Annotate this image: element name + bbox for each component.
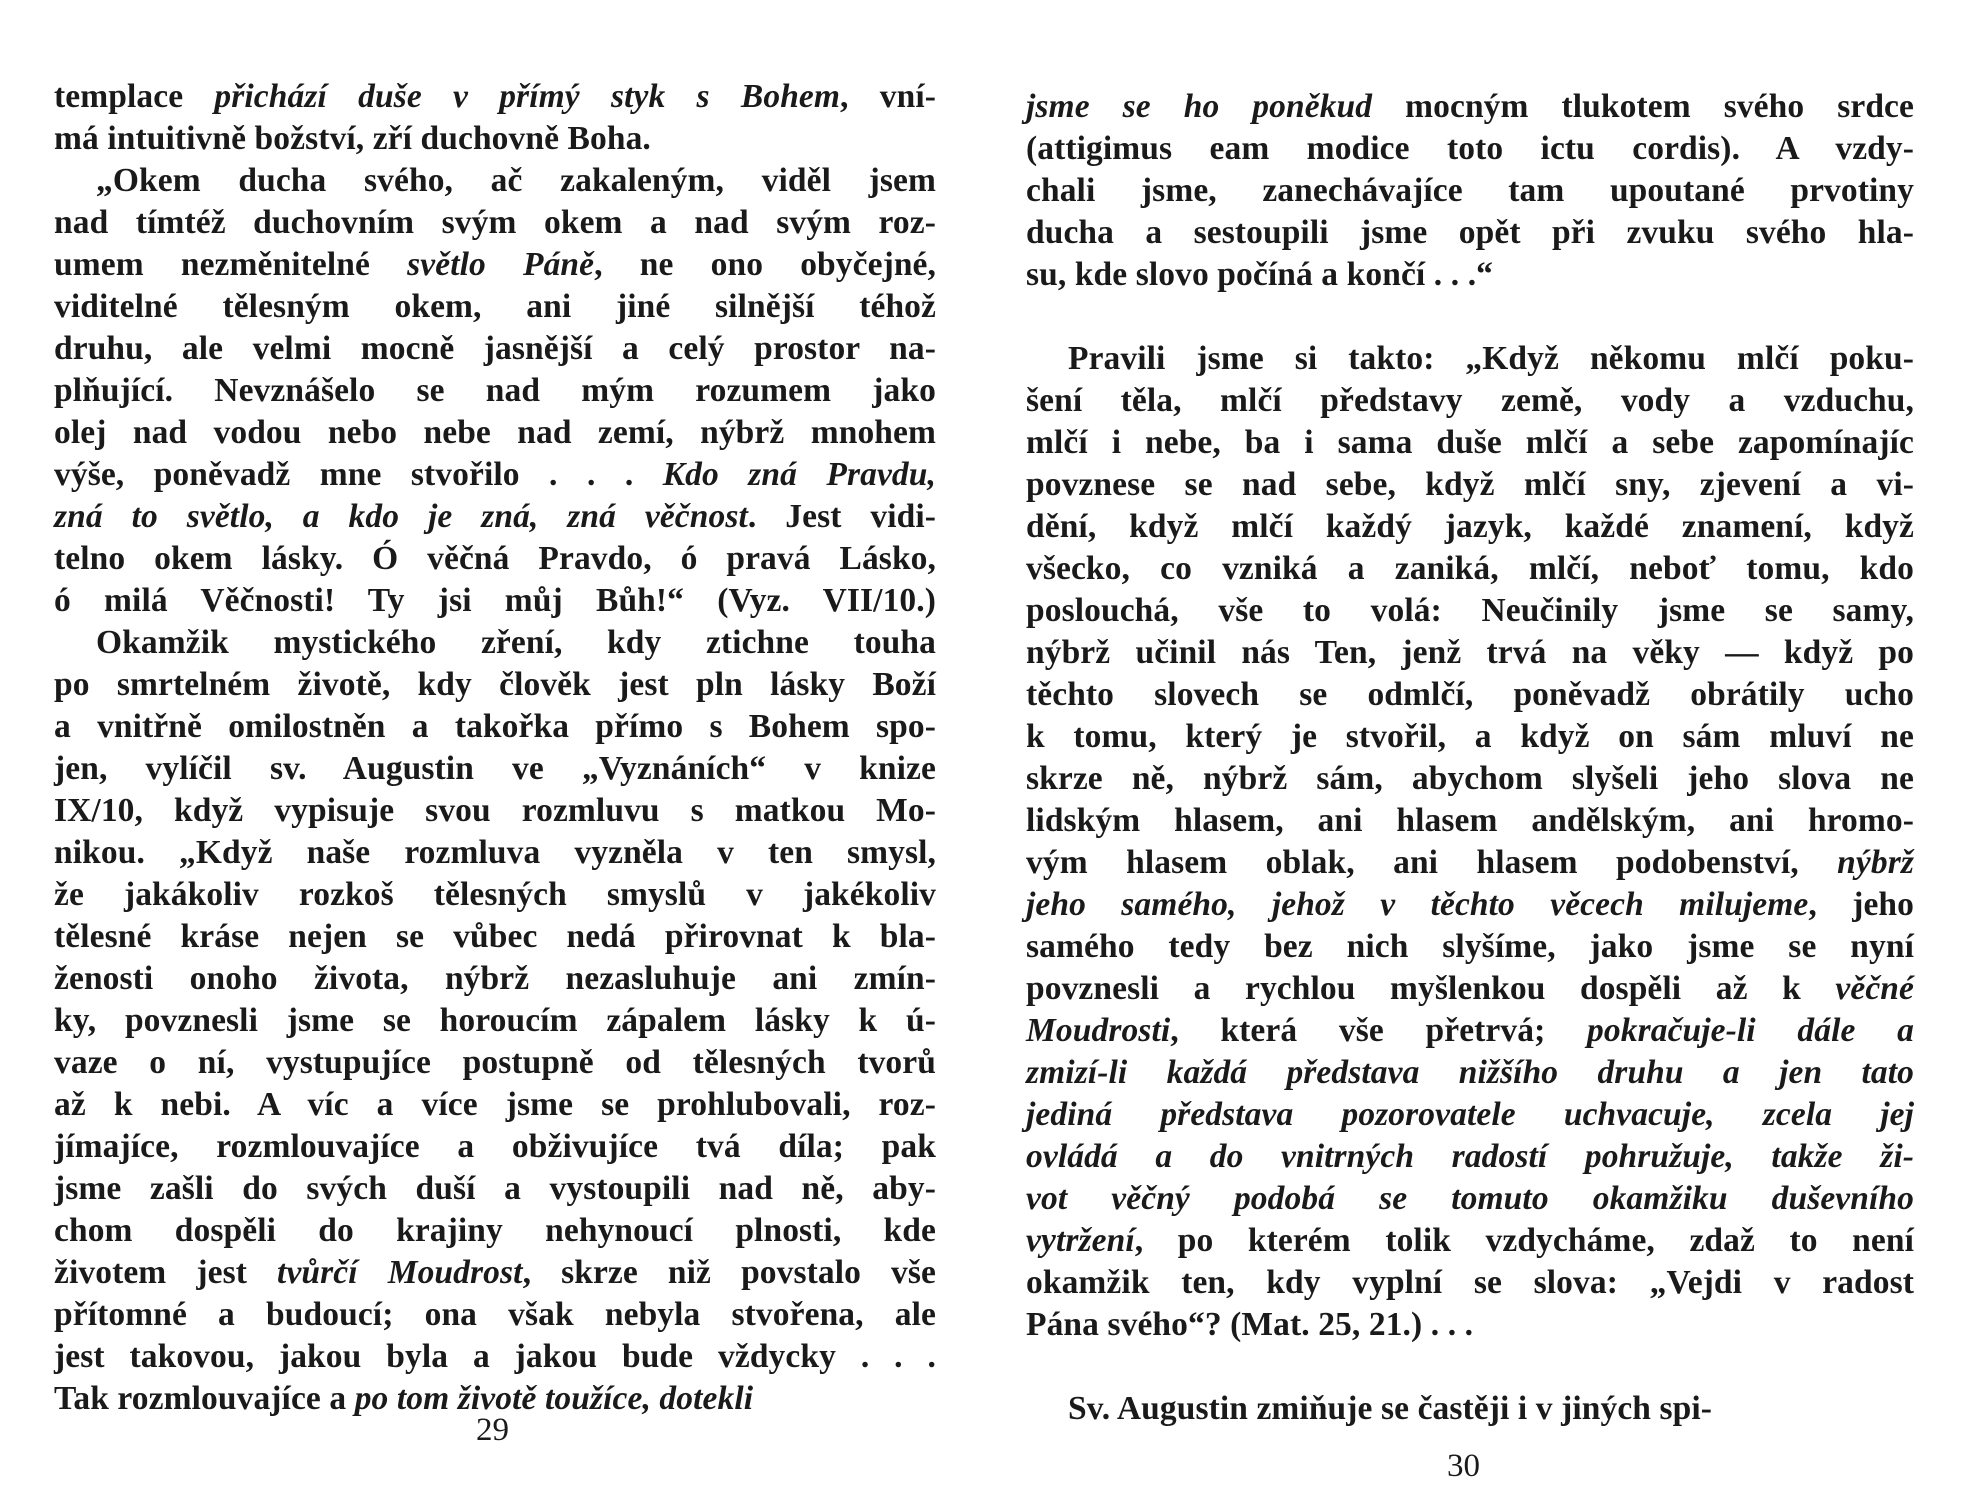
text-run: jímajíce, rozmlouvajíce a obživujíce tvá díla; pak	[54, 1128, 936, 1165]
text-line	[1026, 128, 1914, 170]
text-line	[1026, 800, 1914, 842]
text-line	[54, 874, 936, 916]
text-line	[1026, 464, 1914, 506]
text-run: tělesné kráse nejen se vůbec nedá přirovnat k bla-	[54, 918, 936, 955]
text-run: umem nezměnitelné	[54, 246, 408, 283]
text-line	[1026, 1094, 1914, 1136]
text-line	[1026, 170, 1914, 212]
italic-run: zná to světlo, a kdo je zná, zná věčnost	[54, 498, 748, 535]
text-line	[54, 160, 936, 202]
text-line	[1026, 1220, 1914, 1262]
italic-run: přichází duše v přímý styk s Bohem	[214, 78, 841, 115]
text-run: výše, poněvadž mne stvořilo . . .	[54, 456, 663, 493]
italic-run: Kdo zná Pravdu,	[662, 456, 936, 493]
text-line	[54, 706, 936, 748]
italic-run: Moudrosti	[1026, 1012, 1171, 1049]
text-run: Pána svého“? (Mat. 25, 21.) . . .	[1026, 1306, 1474, 1343]
text-run: mlčí i nebe, ba i sama duše mlčí a sebe zapomínajíc	[1026, 424, 1914, 461]
text-run: jest takovou, jakou byla a jakou bude vždycky . . .	[54, 1338, 936, 1375]
text-line	[1026, 86, 1914, 128]
text-run: viditelné tělesným okem, ani jiné silnější téhož	[54, 288, 936, 325]
text-run: olej nad vodou nebo nebe nad zemí, nýbrž mnohem	[54, 414, 936, 451]
text-line	[1026, 1052, 1914, 1094]
text-run: vaze o ní, vystupujíce postupně od tělesných tvorů	[54, 1044, 936, 1081]
text-run: skrze ně, nýbrž sám, abychom slyšeli jeho slova ne	[1026, 760, 1914, 797]
paragraph-gap	[1026, 1346, 1914, 1388]
text-line	[54, 1042, 936, 1084]
left-page-text	[54, 76, 936, 1420]
text-run: lidským hlasem, ani hlasem andělským, ani hromo-	[1026, 802, 1914, 839]
text-run: ó milá Věčnosti! Ty jsi můj Bůh!“ (Vyz. VII/10.)	[54, 582, 936, 619]
text-run: su, kde slovo počíná a končí . . .“	[1026, 256, 1494, 293]
right-page-text	[1026, 86, 1914, 1430]
italic-run: jeho samého, jehož v těchto věcech milujeme	[1026, 886, 1809, 923]
text-run: chali jsme, zanechávajíce tam upoutané prvotiny	[1026, 172, 1914, 209]
italic-run: vot věčný podobá se tomuto okamžiku duševního	[1026, 1180, 1914, 1217]
text-line	[54, 622, 936, 664]
text-line	[54, 76, 936, 118]
text-run: těchto slovech se odmlčí, poněvadž obrátily ucho	[1026, 676, 1914, 713]
paragraph-gap	[1026, 296, 1914, 338]
italic-run: věčné	[1835, 970, 1914, 1007]
text-line	[1026, 1388, 1914, 1430]
text-run: nýbrž učinil nás Ten, jenž trvá na věky — když po	[1026, 634, 1914, 671]
text-run: IX/10, když vypisuje svou rozmluvu s matkou Mo-	[54, 792, 936, 829]
text-line	[1026, 338, 1914, 380]
text-run: Tak rozmlouvajíce a	[54, 1380, 355, 1417]
text-line	[54, 1252, 936, 1294]
italic-run: jsme se ho poněkud	[1026, 88, 1373, 125]
text-line	[1026, 632, 1914, 674]
text-line	[54, 244, 936, 286]
right-page-number: 30	[1447, 1448, 1480, 1484]
text-run: dění, když mlčí každý jazyk, každé znamení, když	[1026, 508, 1914, 545]
italic-run: tvůrčí Moudrost	[277, 1254, 523, 1291]
text-run: druhu, ale velmi mocně jasnější a celý prostor na-	[54, 330, 936, 367]
text-line	[1026, 968, 1914, 1010]
text-run: povznese se nad sebe, když mlčí sny, zjevení a vi-	[1026, 466, 1914, 503]
text-run: Sv. Augustin zmiňuje se častěji i v jiných spi-	[1068, 1390, 1713, 1427]
text-line	[1026, 926, 1914, 968]
italic-run: světlo Páně	[407, 246, 595, 283]
text-run: templace	[54, 78, 215, 115]
text-line	[54, 580, 936, 622]
text-run: samého tedy bez nich slyšíme, jako jsme se nyní	[1026, 928, 1914, 965]
text-line	[54, 1126, 936, 1168]
right-page	[981, 0, 1962, 1500]
text-run: , jeho	[1808, 886, 1914, 923]
text-line	[54, 412, 936, 454]
text-line	[1026, 884, 1914, 926]
text-line	[54, 454, 936, 496]
text-line	[54, 664, 936, 706]
italic-run: vytržení	[1026, 1222, 1135, 1259]
text-line	[54, 118, 936, 160]
text-run: ducha a sestoupili jsme opět při zvuku svého hla-	[1026, 214, 1914, 251]
text-run: přítomné a budoucí; ona však nebyla stvořena, ale	[54, 1296, 936, 1333]
text-line	[1026, 716, 1914, 758]
text-line	[1026, 758, 1914, 800]
text-line	[54, 202, 936, 244]
text-run: k tomu, který je stvořil, a když on sám mluví ne	[1026, 718, 1914, 755]
text-line	[1026, 212, 1914, 254]
text-line	[1026, 1262, 1914, 1304]
text-run: životem jest	[54, 1254, 278, 1291]
text-run: šení těla, mlčí představy země, vody a vzduchu,	[1026, 382, 1914, 419]
text-run: nikou. „Když naše rozmluva vyzněla v ten smysl,	[54, 834, 936, 871]
italic-run: po tom životě toužíce, dotekli	[354, 1380, 754, 1417]
text-run: . Jest vidi-	[747, 498, 936, 535]
italic-run: pokračuje-li dále a	[1587, 1012, 1914, 1049]
text-line	[1026, 674, 1914, 716]
text-line	[54, 832, 936, 874]
text-line	[54, 286, 936, 328]
text-run: chom dospěli do krajiny nehynoucí plnosti, kde	[54, 1212, 936, 1249]
left-page-number: 29	[476, 1412, 509, 1448]
text-line	[54, 496, 936, 538]
text-line	[1026, 1010, 1914, 1052]
text-run: , vní-	[840, 78, 936, 115]
text-run: telno okem lásky. Ó věčná Pravdo, ó pravá Lásko,	[54, 540, 936, 577]
text-line	[54, 328, 936, 370]
text-run: ky, povznesli jsme se horoucím zápalem lásky k ú-	[54, 1002, 936, 1039]
text-line	[54, 1000, 936, 1042]
text-line	[54, 370, 936, 412]
text-run: jsme zašli do svých duší a vystoupili nad ně, aby-	[54, 1170, 936, 1207]
text-line	[54, 958, 936, 1000]
text-line	[54, 790, 936, 832]
text-run: nad tímtéž duchovním svým okem a nad svým roz-	[54, 204, 936, 241]
text-run: všecko, co vzniká a zaniká, mlčí, neboť tomu, kdo	[1026, 550, 1914, 587]
text-line	[54, 748, 936, 790]
text-run: po smrtelném životě, kdy člověk jest pln lásky Boží	[54, 666, 936, 703]
text-run: povznesli a rychlou myšlenkou dospěli až k	[1026, 970, 1836, 1007]
text-run: , která vše přetrvá;	[1170, 1012, 1588, 1049]
text-line	[1026, 422, 1914, 464]
text-line	[54, 1336, 936, 1378]
italic-run: jediná představa pozorovatele uchvacuje, zcela jej	[1026, 1096, 1914, 1133]
text-run: „Okem ducha svého, ač zakaleným, viděl jsem	[96, 162, 936, 199]
text-line	[54, 916, 936, 958]
text-line	[1026, 1304, 1914, 1346]
text-run: vým hlasem oblak, ani hlasem podobenství,	[1026, 844, 1838, 881]
text-run: že jakákoliv rozkoš tělesných smyslů v jakékoliv	[54, 876, 936, 913]
text-run: , po kterém tolik vzdycháme, zdaž to není	[1134, 1222, 1914, 1259]
text-run: Okamžik mystického zření, kdy ztichne touha	[96, 624, 936, 661]
text-run: , ne ono obyčejné,	[594, 246, 936, 283]
text-run: má intuitivně božství, zří duchovně Boha.	[54, 120, 651, 157]
text-line	[54, 1294, 936, 1336]
text-run: okamžik ten, kdy vyplní se slova: „Vejdi v radost	[1026, 1264, 1914, 1301]
text-run: jen, vylíčil sv. Augustin ve „Vyznáních“ v knize	[54, 750, 936, 787]
text-run: a vnitřně omilostněn a takořka přímo s Bohem spo-	[54, 708, 936, 745]
text-run: až k nebi. A víc a více jsme se prohlubovali, roz-	[54, 1086, 936, 1123]
text-line	[1026, 842, 1914, 884]
text-line	[54, 1210, 936, 1252]
italic-run: nýbrž	[1837, 844, 1914, 881]
text-run: poslouchá, vše to volá: Neučinily jsme se samy,	[1026, 592, 1914, 629]
italic-run: ovládá a do vnitrných radostí pohružuje, takže ži-	[1026, 1138, 1914, 1175]
text-line	[1026, 254, 1914, 296]
text-line	[1026, 1178, 1914, 1220]
text-run: mocným tlukotem svého srdce	[1372, 88, 1914, 125]
text-run: (attigimus eam modice toto ictu cordis). A vzdy-	[1026, 130, 1914, 167]
text-line	[54, 1168, 936, 1210]
text-line	[54, 1084, 936, 1126]
text-run: Pravili jsme si takto: „Když někomu mlčí poku-	[1068, 340, 1914, 377]
text-line	[1026, 1136, 1914, 1178]
text-line	[1026, 380, 1914, 422]
text-run: ženosti onoho života, nýbrž nezasluhuje ani zmín-	[54, 960, 936, 997]
text-run: plňující. Nevznášelo se nad mým rozumem jako	[54, 372, 936, 409]
text-run: , skrze niž povstalo vše	[522, 1254, 937, 1291]
text-line	[1026, 590, 1914, 632]
text-line	[1026, 548, 1914, 590]
text-line	[1026, 506, 1914, 548]
italic-run: zmizí-li každá představa nižšího druhu a jen tato	[1026, 1054, 1914, 1091]
text-line	[54, 538, 936, 580]
